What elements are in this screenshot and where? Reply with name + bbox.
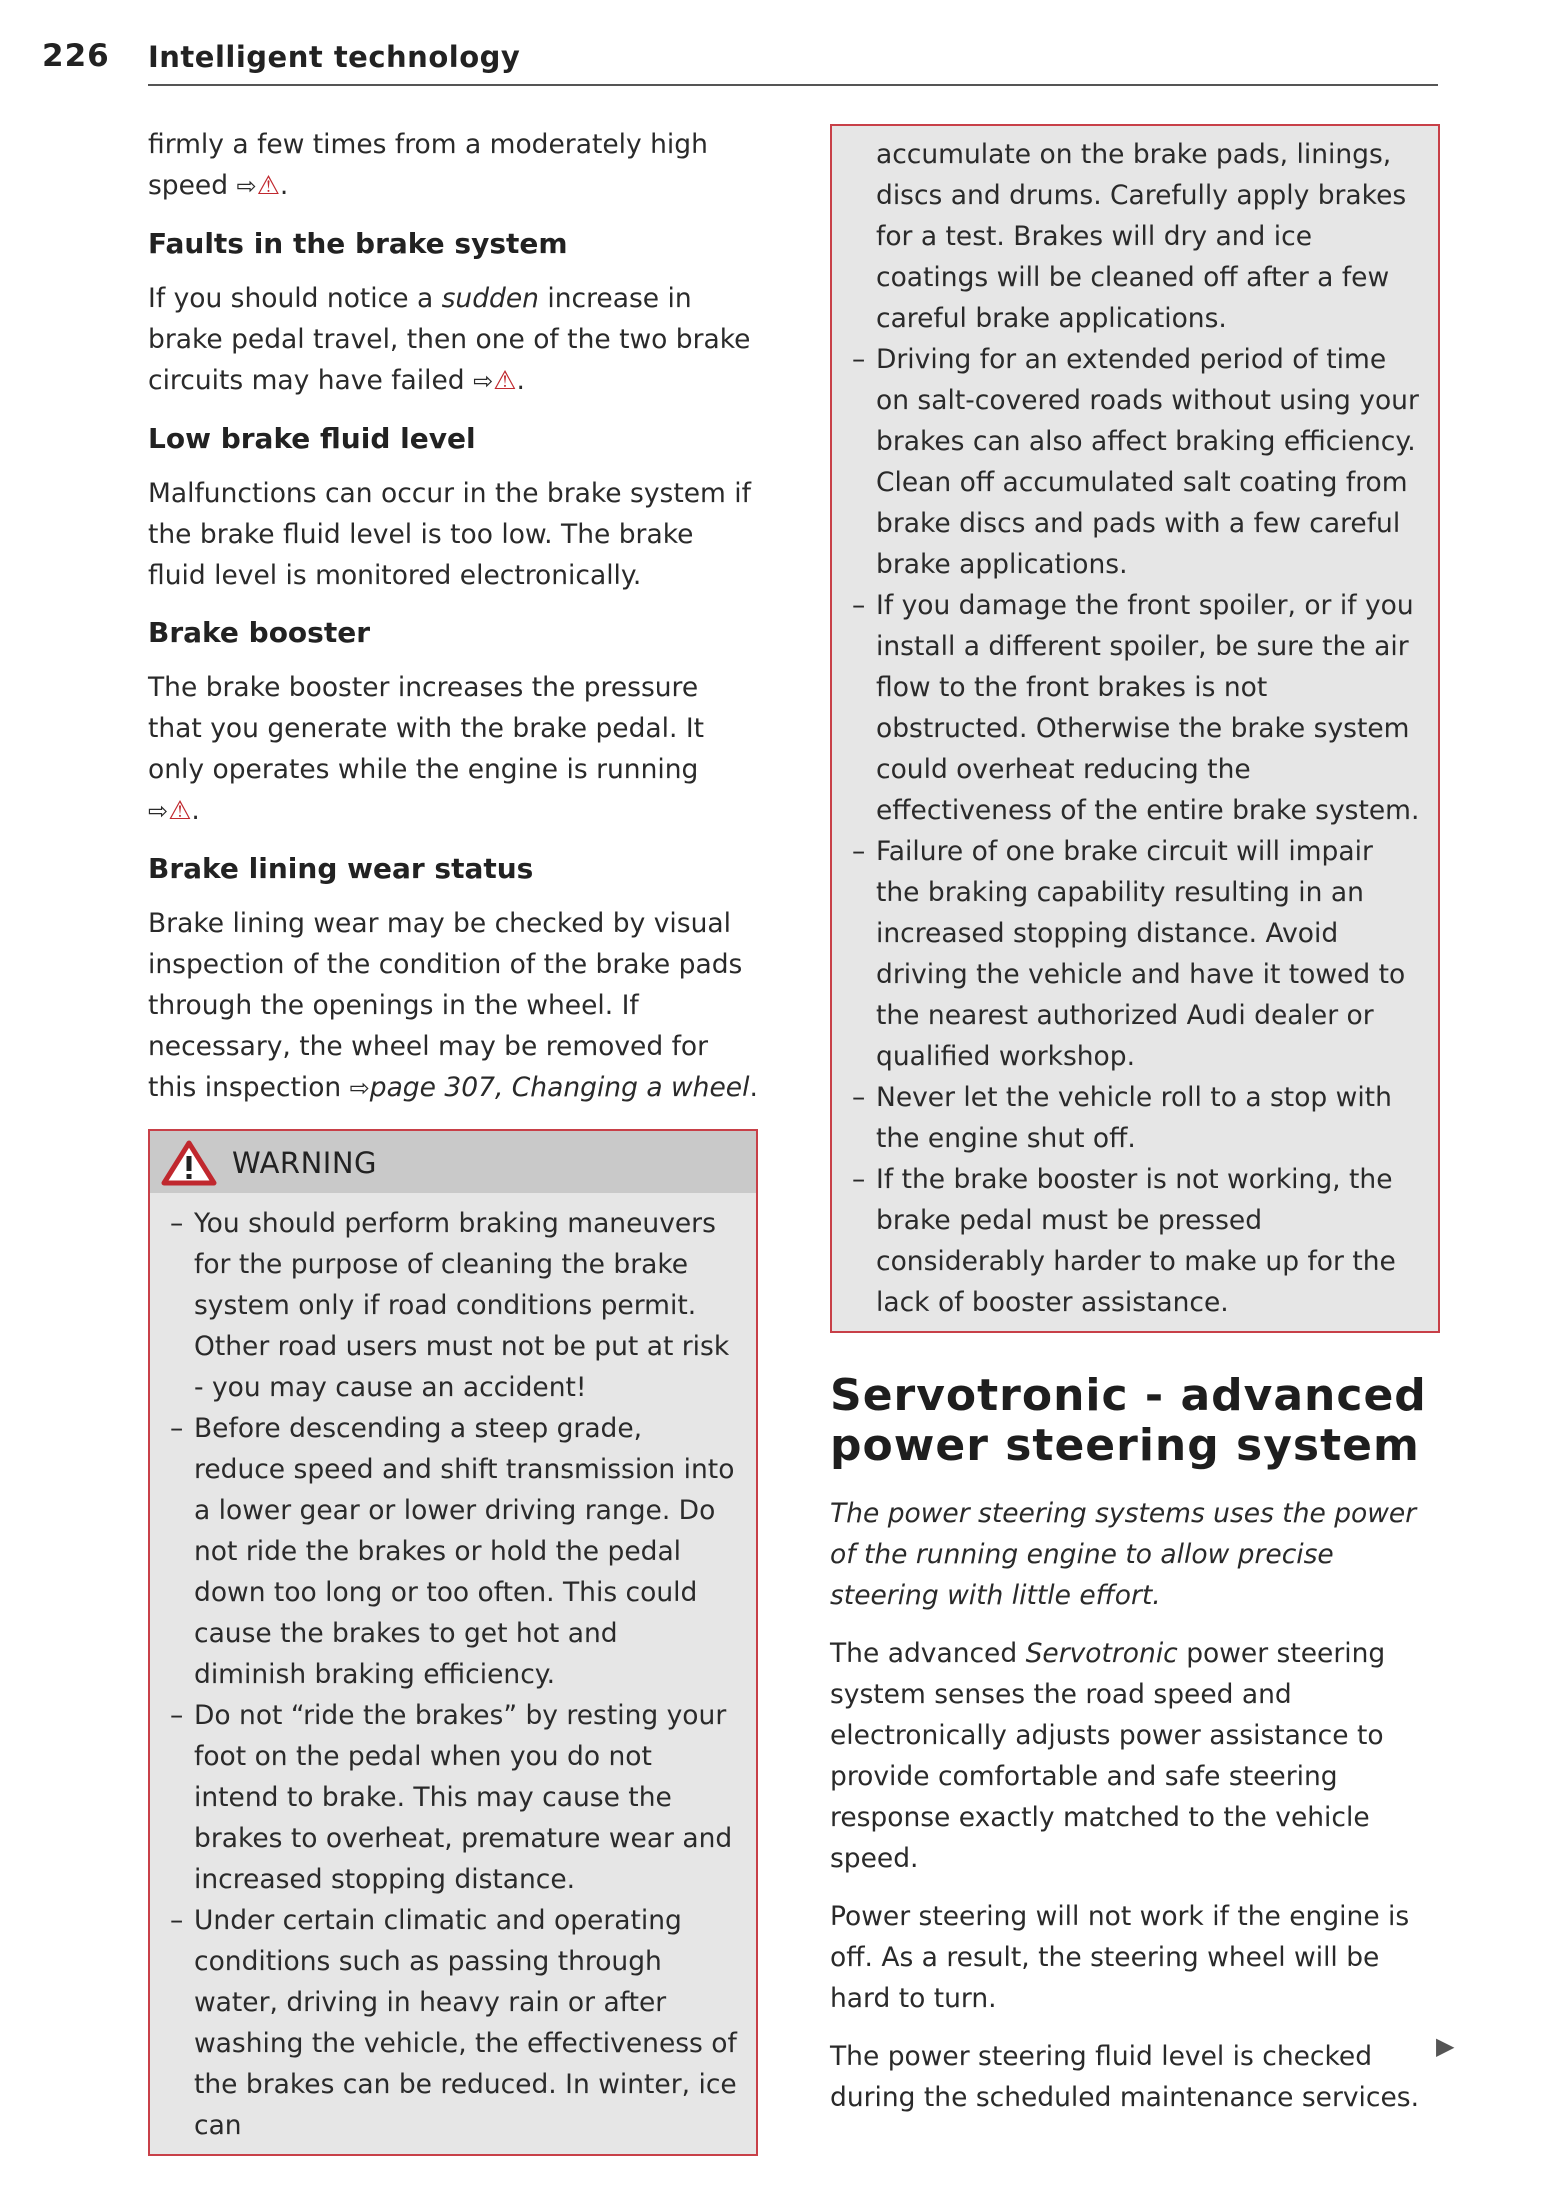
warning-list [150, 1193, 756, 2154]
warning-triangle-icon[interactable]: ⚠ [256, 171, 280, 201]
cross-reference-arrow-icon[interactable]: ⇨ [473, 367, 494, 395]
list-item: – Under certain climatic and operating conditions such as passing through water, driving in heavy rain or after washing the vehicle, the effectiveness of the brakes can be reduced. In winter, ice can [170, 1900, 738, 2146]
engine-off-paragraph: Power steering will not work if the engine is off. As a result, the steering wheel will be hard to turn. [830, 1901, 1410, 2014]
servotronic-heading: Servotronic - advanced power steering system [830, 1370, 1427, 1471]
warning-header [150, 1131, 756, 1193]
page-header [42, 38, 1442, 88]
next-page-arrow-icon[interactable]: ▶ [1436, 2032, 1455, 2060]
servotronic-paragraph: The advanced Servotronic power steering system senses the road speed and electronically adjusts power assistance to provide comfortable and safe steering response exactly matched to the vehicle speed. [830, 1638, 1386, 1874]
list-item: – Never let the vehicle roll to a stop with the engine shut off. [852, 1077, 1420, 1159]
booster-paragraph: The brake booster increases the pressure that you generate with the brake pedal. It only operates while the engine is running ⇨⚠. [148, 672, 705, 826]
faults-paragraph: If you should notice a sudden increase in brake pedal travel, then one of the two brake circuits may have failed ⇨⚠. [148, 283, 751, 396]
warning-triangle-icon [160, 1139, 218, 1187]
page-number: 226 [42, 38, 110, 74]
page-link[interactable]: page 307, Changing a wheel [369, 1072, 750, 1103]
list-item-continued: accumulate on the brake pads, linings, discs and drums. Carefully apply brakes for a test. Brakes will dry and ice coatings will be cleaned off after a few careful brake applications. [876, 139, 1407, 334]
heading-brake-booster: Brake booster [148, 616, 371, 649]
warning-triangle-icon[interactable]: ⚠ [168, 796, 192, 826]
fluid-check-paragraph: The power steering fluid level is checked during the scheduled maintenance services. [830, 2041, 1420, 2113]
heading-low-fluid: Low brake fluid level [148, 422, 476, 455]
list-item: – If you damage the front spoiler, or if you install a different spoiler, be sure the air flow to the front brakes is not obstructed. Otherwise the brake system could overheat reducing the effectiveness of the entire brake system. [852, 585, 1420, 831]
low-fluid-paragraph: Malfunctions can occur in the brake system if the brake fluid level is too low. The brake fluid level is monitored electronically. [148, 478, 751, 591]
section-title: Intelligent technology [148, 40, 521, 74]
list-item: – Driving for an extended period of time on salt-covered roads without using your brakes can also affect braking efficiency. Clean off accumulated salt coating from brake discs and pads with a few careful brake applications. [852, 339, 1420, 585]
left-column [148, 124, 758, 2156]
list-item: – If the brake booster is not working, the brake pedal must be pressed considerably harder to make up for the lack of booster assistance. [852, 1159, 1420, 1323]
heading-faults: Faults in the brake system [148, 227, 568, 260]
warning-box-continued [830, 124, 1440, 1333]
servotronic-intro: The power steering systems uses the power of the running engine to allow precise steering with little effort. [830, 1498, 1417, 1611]
cross-reference-arrow-icon[interactable]: ⇨ [349, 1074, 370, 1102]
list-item: – You should perform braking maneuvers for the purpose of cleaning the brake system only if road conditions permit. Other road users must not be put at risk - you may cause an accident! [170, 1203, 738, 1408]
warning-triangle-icon[interactable]: ⚠ [493, 366, 517, 396]
heading-lining-wear: Brake lining wear status [148, 852, 534, 885]
list-item: – Failure of one brake circuit will impair the braking capability resulting in an increased stopping distance. Avoid driving the vehicle and have it towed to the nearest authorized Audi dealer or qualified workshop. [852, 831, 1420, 1077]
list-item: – Before descending a steep grade, reduce speed and shift transmission into a lower gear or lower driving range. Do not ride the brakes or hold the pedal down too long or too often. This could cause the brakes to get hot and diminish braking efficiency. [170, 1408, 738, 1695]
wear-paragraph: Brake lining wear may be checked by visual inspection of the condition of the brake pads through the openings in the wheel. If necessary, the wheel may be removed for this inspection ⇨page 307, Changing a wheel. [148, 908, 758, 1103]
intro-paragraph: firmly a few times from a moderately high speed ⇨⚠. [148, 129, 708, 201]
list-item: – Do not “ride the brakes” by resting your foot on the pedal when you do not intend to brake. This may cause the brakes to overheat, premature wear and increased stopping distance. [170, 1695, 738, 1900]
header-divider [148, 84, 1438, 86]
warning-list [852, 339, 1420, 1323]
warning-title: WARNING [232, 1146, 377, 1180]
cross-reference-arrow-icon[interactable]: ⇨ [236, 172, 257, 200]
right-column [830, 124, 1440, 2135]
warning-box [148, 1129, 758, 2156]
cross-reference-arrow-icon[interactable]: ⇨ [148, 797, 169, 825]
